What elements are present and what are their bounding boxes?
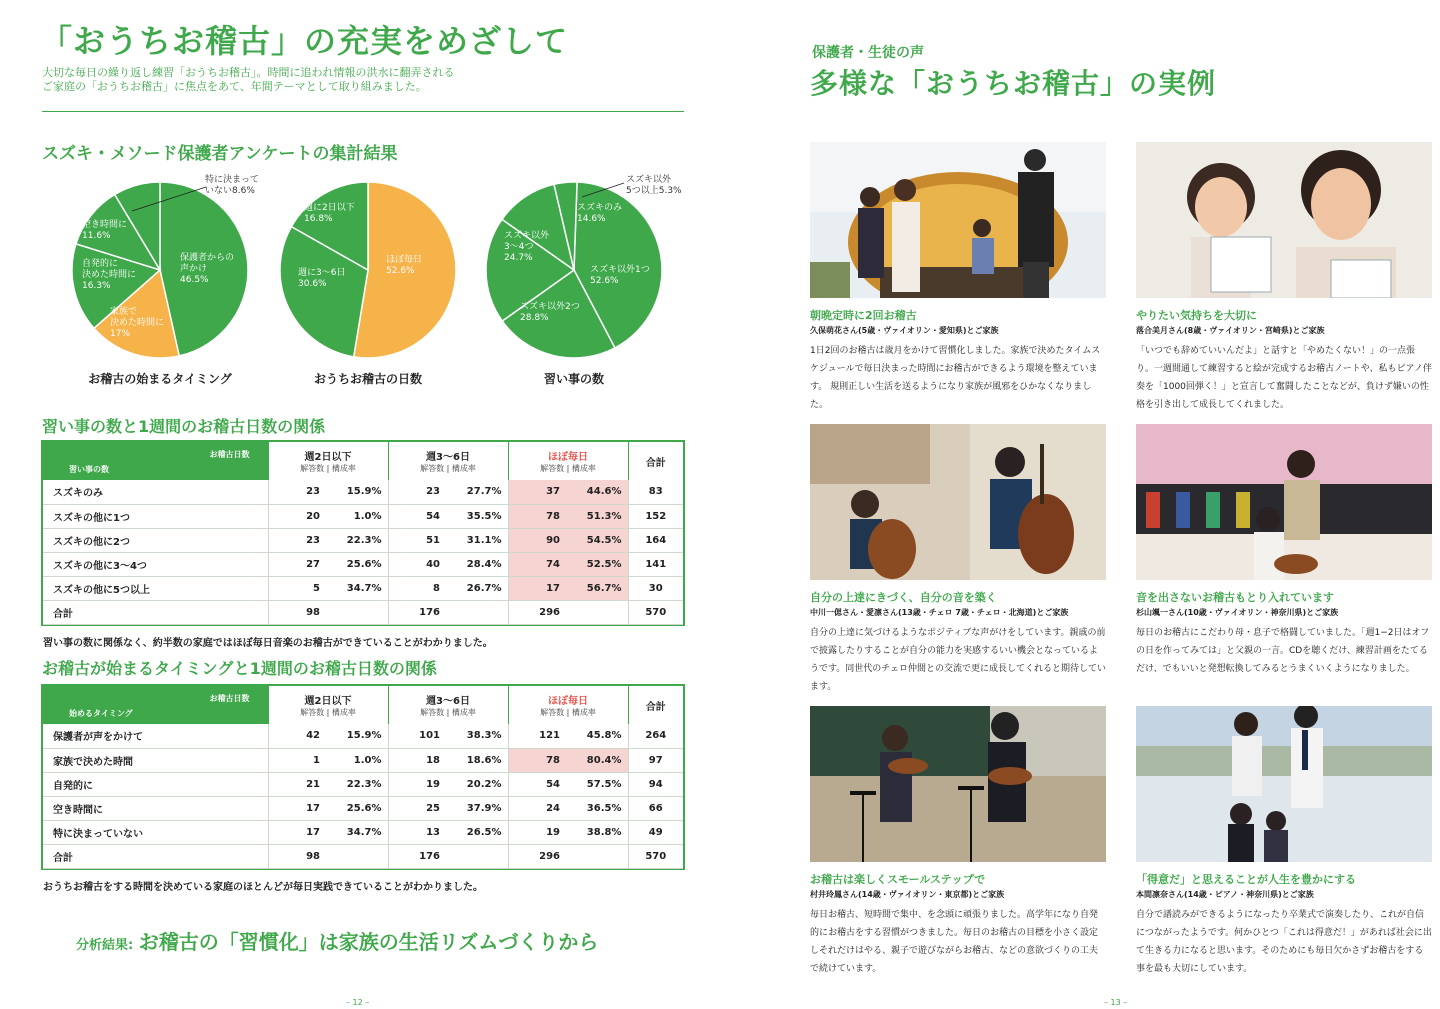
row-label: スズキの他に5つ以上 (43, 576, 268, 600)
slice-label-line: 16.8% (304, 214, 333, 224)
table-cell: 31.1% (446, 528, 508, 552)
slice-label (386, 255, 422, 277)
intro-text (42, 66, 642, 94)
testimonial-card (810, 706, 1106, 978)
slice-label-line: 自発的に (82, 259, 119, 269)
slice-label-line: 保護者からの (180, 253, 235, 263)
slice-label-line: 週に2日以下 (304, 203, 355, 213)
table-cell (326, 600, 388, 624)
table-cell: 80.4% (566, 748, 628, 772)
table-row (43, 844, 683, 868)
corner-bottom-label: 始めるタイミング (69, 709, 133, 718)
column-header (388, 442, 508, 480)
card-body: 毎日お稽古、短時間で集中、を念頭に頑張りました。高学年になり自発的にお稽古をする習慣がつきました。毎日のお稽古の目標を小さく設定しそれだけはやる、親子で遊びながらお稽古、などの意欲づくりの工夫で続けています。 (810, 910, 1099, 974)
table-cell: 19 (508, 820, 566, 844)
column-header (268, 442, 388, 480)
row-label: 合計 (43, 600, 268, 624)
slice-label-line: 14.6% (577, 214, 606, 224)
table-cell: 264 (628, 724, 683, 748)
table-cell: 1.0% (326, 504, 388, 528)
table-cell: 15.9% (326, 724, 388, 748)
pie-caption: おうちお稽古の日数 (313, 372, 422, 386)
slice-label-line: スズキ以外1つ (590, 265, 650, 275)
row-label: 空き時間に (43, 796, 268, 820)
table-cell: 20.2% (446, 772, 508, 796)
table-cell: 44.6% (566, 480, 628, 504)
table-cell: 22.3% (326, 528, 388, 552)
table-cell: 25.6% (326, 552, 388, 576)
right-page-title: 多様な「おうちお稽古」の実例 (810, 67, 1217, 100)
survey-section-title: スズキ・メソード保護者アンケートの集計結果 (42, 144, 398, 164)
table-cell: 17 (268, 796, 326, 820)
table-cell: 24 (508, 796, 566, 820)
slice-label (298, 268, 345, 290)
table-cell: 56.7% (566, 576, 628, 600)
slice-label-line: 特に決まって (205, 175, 260, 185)
table-cell: 37.9% (446, 796, 508, 820)
page-number-right: – 13 – (1104, 998, 1128, 1007)
testimonial-card (1136, 142, 1432, 414)
pie-caption: お稽古の始まるタイミング (88, 372, 232, 386)
cello-siblings-photo-icon (810, 424, 1106, 580)
table-cell: 19 (388, 772, 446, 796)
card-attribution: 本間凛奈さん(14歳・ピアノ・神奈川県)とご家族 (1136, 890, 1314, 899)
table-cell: 570 (628, 844, 683, 868)
table-cell (326, 844, 388, 868)
slice-label-line: 52.6% (590, 276, 619, 286)
column-subheader: 解答数 | 構成率 (300, 708, 356, 717)
table-cell: 17 (268, 820, 326, 844)
table1-title: 習い事の数と1週間のお稽古日数の関係 (42, 417, 326, 436)
pie-chart-start-timing (60, 175, 260, 405)
violin-duo-photo-icon (810, 706, 1106, 862)
table-cell: 78 (508, 504, 566, 528)
table-cell: 1 (268, 748, 326, 772)
table-cell: 38.8% (566, 820, 628, 844)
analysis-result (76, 926, 598, 955)
slice-label-line: 家族で (110, 307, 138, 317)
table-cell: 25 (388, 796, 446, 820)
table-cell (446, 600, 508, 624)
table-cell: 36.5% (566, 796, 628, 820)
table-row (43, 528, 683, 552)
testimonial-card (1136, 706, 1432, 978)
column-subheader: 解答数 | 構成率 (420, 464, 476, 473)
slice-label-line: 17% (110, 329, 131, 339)
table-cell: 23 (268, 528, 326, 552)
table-cell: 26.7% (446, 576, 508, 600)
slice-label-line: 週に3～6日 (298, 268, 346, 278)
page-number-left: – 12 – (346, 998, 370, 1007)
column-header-label: ほぼ毎日 (548, 696, 588, 707)
table-row (43, 820, 683, 844)
row-label: スズキの他に2つ (43, 528, 268, 552)
table-row (43, 796, 683, 820)
table2-title: お稽古が始まるタイミングと1週間のお稽古日数の関係 (42, 659, 437, 678)
slice-label-line: 決めた時間に (110, 318, 165, 328)
table-cell: 23 (388, 480, 446, 504)
table-corner (43, 686, 268, 724)
intro-line-1: 大切な毎日の繰り返し練習「おうちお稽古」。時間に追われ情報の洪水に翻弄される (42, 66, 455, 79)
page-title: 「おうちお稽古」の充実をめざして (40, 22, 569, 60)
pie-caption: 習い事の数 (543, 372, 604, 386)
table-cell: 1.0% (326, 748, 388, 772)
table-cell: 164 (628, 528, 683, 552)
column-header (508, 686, 628, 724)
column-subheader: 解答数 | 構成率 (420, 708, 476, 717)
table-cell: 34.7% (326, 576, 388, 600)
table-cell: 21 (268, 772, 326, 796)
table-corner (43, 442, 268, 480)
table-cell (566, 844, 628, 868)
row-label: 自発的に (43, 772, 268, 796)
table-row (43, 480, 683, 504)
card-body: 「いつでも辞めていいんだよ」と話すと「やめたくない！」の一点張り。一週間通して練習すると絵が完成するお稽古ノートや、私もピアノ伴奏を「1000回弾く！」と宣言して奮闘したことなどが、負けず嫌いの性格を引き出して成長してくれました。 (1136, 346, 1432, 410)
card-body: 毎日のお稽古にこだわり母・息子で格闘していました。「週1−2日はオフの日を作ってみては」と父親の一言。CDを聴くだけ、練習計画をたてるだけ、でもいいと発想転換してみるとうまくいくようになりました。 (1136, 628, 1430, 674)
column-subheader: 解答数 | 構成率 (540, 464, 596, 473)
testimonial-card (810, 424, 1106, 696)
table-cell: 18 (388, 748, 446, 772)
table-cell: 51 (388, 528, 446, 552)
slice-label-line: スズキ以外2つ (520, 302, 580, 312)
table-cell: 22.3% (326, 772, 388, 796)
table-cell: 27 (268, 552, 326, 576)
card-title: 「得意だ」と思えることが人生を豊かにする (1136, 873, 1356, 886)
table-cell: 8 (388, 576, 446, 600)
family-photo-icon (810, 142, 1106, 298)
column-header (508, 442, 628, 480)
slice-label-line: 空き時間に (82, 220, 128, 230)
table-cell: 45.8% (566, 724, 628, 748)
card-title: 朝晩定時に2回お稽古 (810, 309, 917, 322)
row-label: スズキの他に1つ (43, 504, 268, 528)
table-cell: 97 (628, 748, 683, 772)
pie-chart-practice-days (268, 175, 468, 405)
table-row (43, 504, 683, 528)
column-header-label: 週2日以下 (304, 696, 352, 707)
slice-label (504, 231, 549, 264)
row-label: 家族で決めた時間 (43, 748, 268, 772)
table-row (43, 600, 683, 624)
column-header (388, 686, 508, 724)
table-cell: 176 (388, 844, 446, 868)
slice-label-line: 16.3% (82, 281, 111, 291)
table-cell: 54.5% (566, 528, 628, 552)
table-cell: 26.5% (446, 820, 508, 844)
analysis-prefix: 分析結果: (76, 938, 134, 953)
table-cell: 57.5% (566, 772, 628, 796)
slice-label-line: 52.6% (386, 266, 415, 276)
column-header (628, 686, 683, 724)
table-row (43, 552, 683, 576)
analysis-text: お稽古の「習慣化」は家族の生活リズムづくりから (138, 930, 599, 954)
column-header-label: 週3～6日 (426, 696, 470, 707)
table-cell: 15.9% (326, 480, 388, 504)
table-cell (566, 600, 628, 624)
table-cell: 74 (508, 552, 566, 576)
row-label: 特に決まっていない (43, 820, 268, 844)
mother-daughter-photo-icon (1136, 142, 1432, 298)
table-row (43, 576, 683, 600)
slice-label (82, 220, 127, 242)
table-cell: 51.3% (566, 504, 628, 528)
slice-label (82, 259, 136, 292)
slice-label (626, 175, 682, 197)
table-cell: 20 (268, 504, 326, 528)
table-cell: 42 (268, 724, 326, 748)
card-attribution: 村井玲鳳さん(14歳・ヴァイオリン・東京都)とご家族 (810, 890, 1005, 899)
table-cell: 78 (508, 748, 566, 772)
table-cell: 18.6% (446, 748, 508, 772)
slice-label (590, 265, 650, 287)
table-cell (446, 844, 508, 868)
slice-label (205, 175, 259, 197)
slice-label-line: 3～4つ (504, 242, 534, 252)
table-cell: 296 (508, 844, 566, 868)
table-cell: 5 (268, 576, 326, 600)
table-cell: 66 (628, 796, 683, 820)
slice-label-line: スズキ以外 (504, 231, 550, 241)
table-cell: 54 (508, 772, 566, 796)
table-cell: 17 (508, 576, 566, 600)
corner-top-label: お稽古日数 (209, 450, 250, 459)
slice-label-line: いない8.6% (205, 186, 255, 196)
table-cell: 570 (628, 600, 683, 624)
row-label: スズキの他に3～4つ (43, 552, 268, 576)
table-cell: 141 (628, 552, 683, 576)
row-label: スズキのみ (43, 480, 268, 504)
table-row (43, 772, 683, 796)
card-body: 自分の上達に気づけるようなポジティブな声がけをしています。親戚の前で披露したりすることが自分の能力を実感するいい機会となっているようです。同世代のチェロ仲間との交流で更に成長してくれると期待しています。 (810, 628, 1107, 692)
table-cell: 101 (388, 724, 446, 748)
row-label: 保護者が声をかけて (43, 724, 268, 748)
column-header-label: ほぼ毎日 (548, 452, 588, 463)
table-cell: 27.7% (446, 480, 508, 504)
slice-label (304, 203, 355, 225)
table1-note: 習い事の数に関係なく、約半数の家庭ではほぼ毎日音楽のお稽古ができていることがわかりました。 (43, 638, 493, 649)
section-kicker: 保護者・生徒の声 (812, 45, 924, 61)
table2 (43, 686, 683, 869)
table-cell: 28.4% (446, 552, 508, 576)
column-header-label: 合計 (645, 457, 666, 469)
table-cell: 90 (508, 528, 566, 552)
slice-label-line: ほぼ毎日 (386, 255, 423, 265)
card-title: 自分の上達にきづく、自分の音を築く (810, 591, 997, 604)
table-cell: 34.7% (326, 820, 388, 844)
table-cell: 13 (388, 820, 446, 844)
table1 (43, 442, 683, 625)
slice-label-line: 5つ以上5.3% (626, 186, 682, 196)
table-cell: 38.3% (446, 724, 508, 748)
card-attribution: 久保萌花さん(5歳・ヴァイオリン・愛知県)とご家族 (810, 326, 999, 335)
slice-label-line: 声かけ (180, 264, 208, 274)
table2-note: おうちお稽古をする時間を決めている家庭のほとんどが毎日実践できていることがわかりました。 (43, 882, 483, 893)
table-cell: 176 (388, 600, 446, 624)
table-cell: 98 (268, 600, 326, 624)
column-header-label: 週2日以下 (304, 452, 352, 463)
row-label: 合計 (43, 844, 268, 868)
table-cell: 54 (388, 504, 446, 528)
table-cell: 98 (268, 844, 326, 868)
slice-label (577, 203, 622, 225)
slice-label-line: 11.6% (82, 231, 111, 241)
slice-label (180, 253, 234, 286)
card-title: お稽古は楽しくスモールステップで (810, 873, 986, 886)
table-cell: 49 (628, 820, 683, 844)
card-attribution: 中川一偲さん・愛凛さん(13歳・チェロ 7歳・チェロ・北海道)とご家族 (810, 608, 1069, 617)
card-title: 音を出さないお稽古もとり入れています (1136, 591, 1334, 604)
table-cell: 40 (388, 552, 446, 576)
corner-top-label: お稽古日数 (209, 694, 250, 703)
card-body: 自分で譜読みができるようになったり卒業式で演奏したり、これが自信につながったようです。何かひとつ「これは得意だ！」があれば社会に出て生きる力になると思います。そのためにも毎日欠かさずお稽古をする事を最も大切にしています。 (1136, 910, 1432, 974)
slice-label-line: 24.7% (504, 253, 533, 263)
card-title: やりたい気持ちを大切に (1136, 309, 1257, 322)
table-cell: 37 (508, 480, 566, 504)
family-window-photo-icon (1136, 706, 1432, 862)
slice-label-line: 30.6% (298, 279, 327, 289)
slice-label (520, 302, 580, 324)
card-attribution: 杉山颯一さん(10歳・ヴァイオリン・神奈川県)とご家族 (1136, 608, 1339, 617)
table-cell: 94 (628, 772, 683, 796)
column-header-label: 合計 (645, 701, 666, 713)
table-row (43, 724, 683, 748)
card-attribution: 落合美月さん(8歳・ヴァイオリン・宮崎県)とご家族 (1136, 326, 1325, 335)
testimonial-card (810, 142, 1106, 414)
table-cell: 83 (628, 480, 683, 504)
table-cell: 296 (508, 600, 566, 624)
slice-label-line: スズキのみ (577, 203, 623, 213)
column-subheader: 解答数 | 構成率 (540, 708, 596, 717)
table-cell: 152 (628, 504, 683, 528)
intro-line-2: ご家庭の「おうちお稽古」に焦点をあて、年間テーマとして取り組みました。 (42, 80, 427, 93)
testimonial-card (1136, 424, 1432, 678)
table-cell: 25.6% (326, 796, 388, 820)
violin-shop-photo-icon (1136, 424, 1432, 580)
table-cell: 35.5% (446, 504, 508, 528)
slice-label-line: 決めた時間に (82, 270, 137, 280)
card-body: 1日2回のお稽古は歳月をかけて習慣化しました。家族で決めたタイムスケジュールで毎日決まった時間にお稽古ができるよう環境を整えています。 規則正しい生活を送るようになり家族が風邪をひかなくなりました。 (810, 346, 1101, 410)
table-cell: 23 (268, 480, 326, 504)
pie-chart-lessons-count (474, 175, 682, 405)
column-subheader: 解答数 | 構成率 (300, 464, 356, 473)
table-row (43, 748, 683, 772)
slice-label (110, 307, 164, 340)
divider (42, 111, 684, 112)
column-header (268, 686, 388, 724)
table-cell: 30 (628, 576, 683, 600)
column-header (628, 442, 683, 480)
table-cell: 121 (508, 724, 566, 748)
table-cell: 52.5% (566, 552, 628, 576)
slice-label-line: 46.5% (180, 275, 209, 285)
slice-label-line: 28.8% (520, 313, 549, 323)
corner-bottom-label: 習い事の数 (69, 465, 109, 474)
column-header-label: 週3～6日 (426, 452, 470, 463)
slice-label-line: スズキ以外 (626, 175, 672, 185)
